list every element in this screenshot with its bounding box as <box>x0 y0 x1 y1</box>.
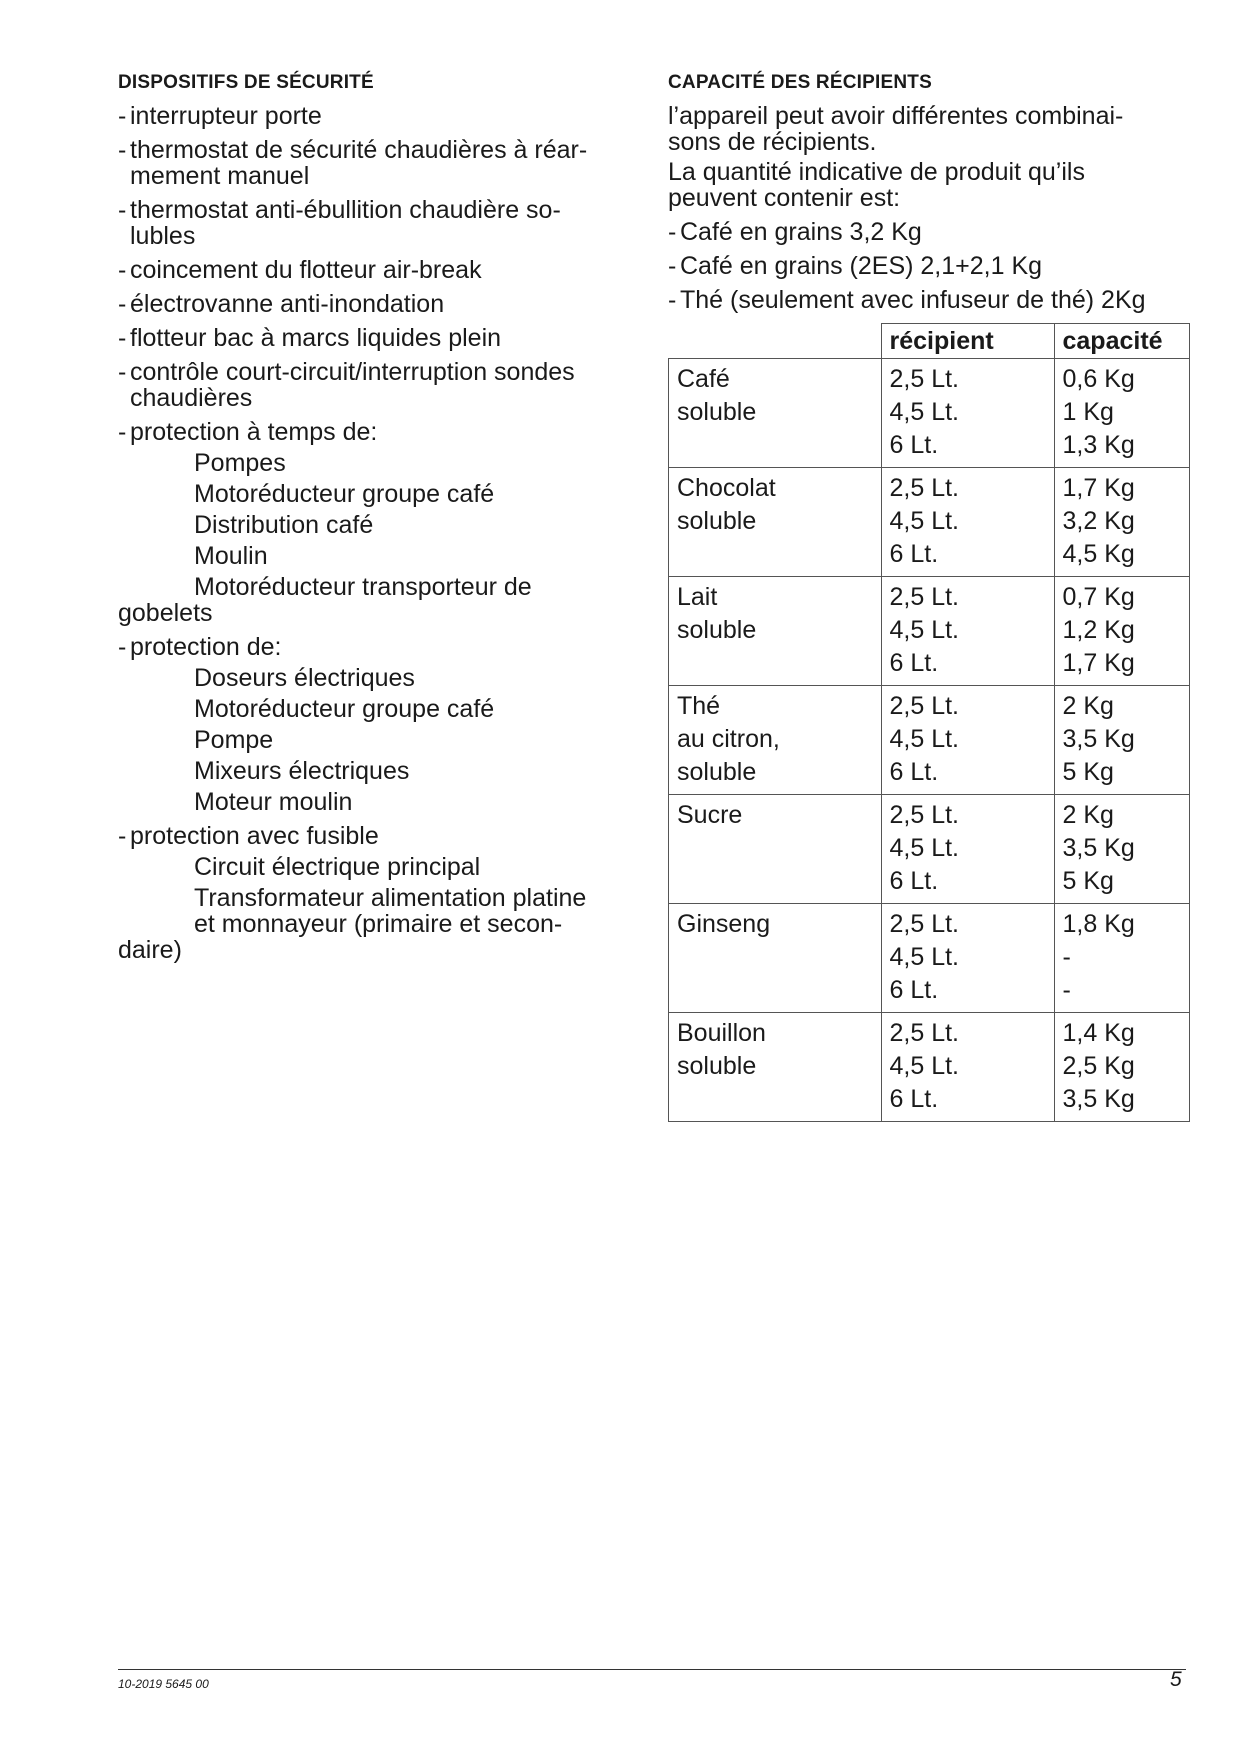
recipient-cell-line: 4,5 Lt. <box>889 398 959 426</box>
sub-list <box>118 854 628 937</box>
intro-line: La quantité indicative de produit qu’ils <box>668 158 1085 186</box>
right-column <box>668 72 1188 1122</box>
capacity-cell-line: 3,5 Kg <box>1062 834 1135 862</box>
table-row <box>669 577 1190 686</box>
product-cell-line: Bouillon <box>677 1019 766 1047</box>
list-item-line: lubles <box>130 222 196 250</box>
recipient-cell-line: 6 Lt. <box>889 758 939 786</box>
section-heading-safety: DISPOSITIFS DE SÉCURITÉ <box>118 72 374 93</box>
capacity-cell-line: 0,7 Kg <box>1062 583 1135 611</box>
sub-list <box>118 665 628 815</box>
recipient-cell-line: 4,5 Lt. <box>889 834 959 862</box>
product-cell-line: Ginseng <box>677 910 771 938</box>
product-cell <box>669 686 882 795</box>
sub-item-continuation: daire) <box>118 936 182 964</box>
recipient-cell-line: 2,5 Lt. <box>889 801 959 829</box>
capacity-cell-line: 5 Kg <box>1062 758 1114 786</box>
recipient-cell-line: 2,5 Lt. <box>889 910 959 938</box>
sub-item: Motoréducteur transporteur de <box>194 573 532 601</box>
recipient-cell-line: 2,5 Lt. <box>889 692 959 720</box>
recipient-cell-line: 4,5 Lt. <box>889 1052 959 1080</box>
list-item-line: - thermostat de sécurité chaudières à réar- <box>130 136 588 164</box>
product-cell-line: au citron, <box>677 725 780 753</box>
capacity-cell <box>1054 904 1190 1013</box>
product-cell <box>669 359 882 468</box>
recipient-cell-line: 6 Lt. <box>889 1085 939 1113</box>
table-header-recipient: récipient <box>881 324 1054 359</box>
list-item <box>118 137 628 189</box>
capacity-cell-line: 0,6 Kg <box>1062 365 1135 393</box>
capacity-cell-line: 3,5 Kg <box>1062 1085 1135 1113</box>
capacity-cell <box>1054 359 1190 468</box>
recipient-cell <box>881 468 1054 577</box>
list-item-line: mement manuel <box>130 162 310 190</box>
left-column <box>118 72 628 963</box>
table-header-row <box>669 324 1190 359</box>
product-cell-line: Chocolat <box>677 474 776 502</box>
product-cell-line: soluble <box>677 1052 757 1080</box>
recipient-cell-line: 6 Lt. <box>889 976 939 1004</box>
sub-item: et monnayeur (primaire et secon- <box>194 910 563 938</box>
sub-item: Pompes <box>194 449 286 477</box>
recipient-cell <box>881 1013 1054 1122</box>
capacity-cell <box>1054 686 1190 795</box>
intro-line: l’appareil peut avoir différentes combinai- <box>668 102 1124 130</box>
intro-line: sons de récipients. <box>668 128 877 156</box>
product-cell-line: Lait <box>677 583 718 611</box>
capacity-cell-line: 2,5 Kg <box>1062 1052 1135 1080</box>
capacity-cell-line: 4,5 Kg <box>1062 540 1135 568</box>
list-item-protection-temps: - protection à temps de: <box>118 419 628 445</box>
list-item-line: chaudières <box>130 384 253 412</box>
list-item: - interrupteur porte <box>118 103 628 129</box>
capacity-cell <box>1054 577 1190 686</box>
product-cell <box>669 795 882 904</box>
table-row <box>669 795 1190 904</box>
product-cell-line: Sucre <box>677 801 743 829</box>
list-item: - Café en grains (2ES) 2,1+2,1 Kg <box>668 253 1188 279</box>
list-item: - flotteur bac à marcs liquides plein <box>118 325 628 351</box>
capacity-table-body <box>669 359 1190 1122</box>
capacity-cell-line: 3,2 Kg <box>1062 507 1135 535</box>
table-header-empty <box>669 324 882 359</box>
recipient-cell-line: 2,5 Lt. <box>889 474 959 502</box>
intro-paragraph <box>668 103 1188 155</box>
capacity-cell-line: 1,7 Kg <box>1062 474 1135 502</box>
capacity-cell-line: 5 Kg <box>1062 867 1114 895</box>
intro-text <box>668 103 1188 211</box>
product-cell <box>669 468 882 577</box>
list-item: - électrovanne anti-inondation <box>118 291 628 317</box>
list-item <box>118 359 628 411</box>
page-number: 5 <box>1170 1668 1182 1691</box>
list-item-protection-fuse: - protection avec fusible <box>118 823 628 849</box>
product-cell-line: soluble <box>677 616 757 644</box>
capacity-cell-line: 1,2 Kg <box>1062 616 1135 644</box>
table-header-capacity: capacité <box>1054 324 1190 359</box>
list-item: - Café en grains 3,2 Kg <box>668 219 1188 245</box>
capacity-cell-line: 1,4 Kg <box>1062 1019 1135 1047</box>
product-cell <box>669 577 882 686</box>
capacity-cell-line: 2 Kg <box>1062 801 1114 829</box>
footer-document-code: 10-2019 5645 00 <box>118 1677 209 1691</box>
list-item-protection: - protection de: <box>118 634 628 660</box>
capacity-cell <box>1054 1013 1190 1122</box>
recipient-cell-line: 2,5 Lt. <box>889 365 959 393</box>
footer-divider <box>118 1669 1186 1670</box>
recipient-cell-line: 2,5 Lt. <box>889 583 959 611</box>
recipient-cell-line: 6 Lt. <box>889 867 939 895</box>
capacity-cell-line: 3,5 Kg <box>1062 725 1135 753</box>
recipient-cell-line: 4,5 Lt. <box>889 943 959 971</box>
sub-item: Transformateur alimentation platine <box>194 884 587 912</box>
sub-list <box>118 450 628 600</box>
recipient-cell-line: 2,5 Lt. <box>889 1019 959 1047</box>
list-item-line: - thermostat anti-ébullition chaudière so- <box>130 196 561 224</box>
list-item <box>118 197 628 249</box>
recipient-cell <box>881 359 1054 468</box>
list-item: - coincement du flotteur air-break <box>118 257 628 283</box>
recipient-cell <box>881 795 1054 904</box>
table-row <box>669 1013 1190 1122</box>
intro-line: peuvent contenir est: <box>668 184 901 212</box>
recipient-cell-line: 4,5 Lt. <box>889 725 959 753</box>
table-row <box>669 686 1190 795</box>
capacity-cell-line: 1,3 Kg <box>1062 431 1135 459</box>
capacity-cell <box>1054 468 1190 577</box>
sub-item: Circuit électrique principal <box>194 853 481 881</box>
intro-paragraph <box>668 159 1188 211</box>
product-cell-line: Café <box>677 365 730 393</box>
list-item-line: - contrôle court-circuit/interruption sondes <box>130 358 575 386</box>
table-row <box>669 359 1190 468</box>
capacity-table <box>668 323 1190 1122</box>
capacity-cell-line: 1,7 Kg <box>1062 649 1135 677</box>
product-cell <box>669 904 882 1013</box>
table-row <box>669 904 1190 1013</box>
capacity-cell-line: 1,8 Kg <box>1062 910 1135 938</box>
product-cell-line: soluble <box>677 758 757 786</box>
product-cell-line: soluble <box>677 398 757 426</box>
section-heading-capacity: CAPACITÉ DES RÉCIPIENTS <box>668 72 932 93</box>
sub-item-continuation: gobelets <box>118 599 213 627</box>
capacity-cell-line: 2 Kg <box>1062 692 1114 720</box>
sub-item: Motoréducteur groupe café <box>194 480 495 508</box>
product-cell <box>669 1013 882 1122</box>
capacity-cell-line: - <box>1062 976 1071 1004</box>
recipient-cell-line: 6 Lt. <box>889 649 939 677</box>
recipient-cell <box>881 904 1054 1013</box>
capacity-cell-line: - <box>1062 943 1071 971</box>
product-cell-line: Thé <box>677 692 721 720</box>
sub-item: Moulin <box>194 542 268 570</box>
recipient-cell-line: 6 Lt. <box>889 431 939 459</box>
recipient-cell-line: 4,5 Lt. <box>889 616 959 644</box>
list-item: - Thé (seulement avec infuseur de thé) 2Kg <box>668 287 1188 313</box>
capacity-cell-line: 1 Kg <box>1062 398 1114 426</box>
recipient-cell <box>881 577 1054 686</box>
sub-item: Pompe <box>194 726 274 754</box>
sub-item: Mixeurs électriques <box>194 757 410 785</box>
table-row <box>669 468 1190 577</box>
capacity-cell <box>1054 795 1190 904</box>
sub-item: Doseurs électriques <box>194 664 415 692</box>
recipient-cell-line: 6 Lt. <box>889 540 939 568</box>
sub-item: Moteur moulin <box>194 788 353 816</box>
recipient-cell <box>881 686 1054 795</box>
recipient-cell-line: 4,5 Lt. <box>889 507 959 535</box>
sub-item: Distribution café <box>194 511 374 539</box>
product-cell-line: soluble <box>677 507 757 535</box>
sub-item: Motoréducteur groupe café <box>194 695 495 723</box>
